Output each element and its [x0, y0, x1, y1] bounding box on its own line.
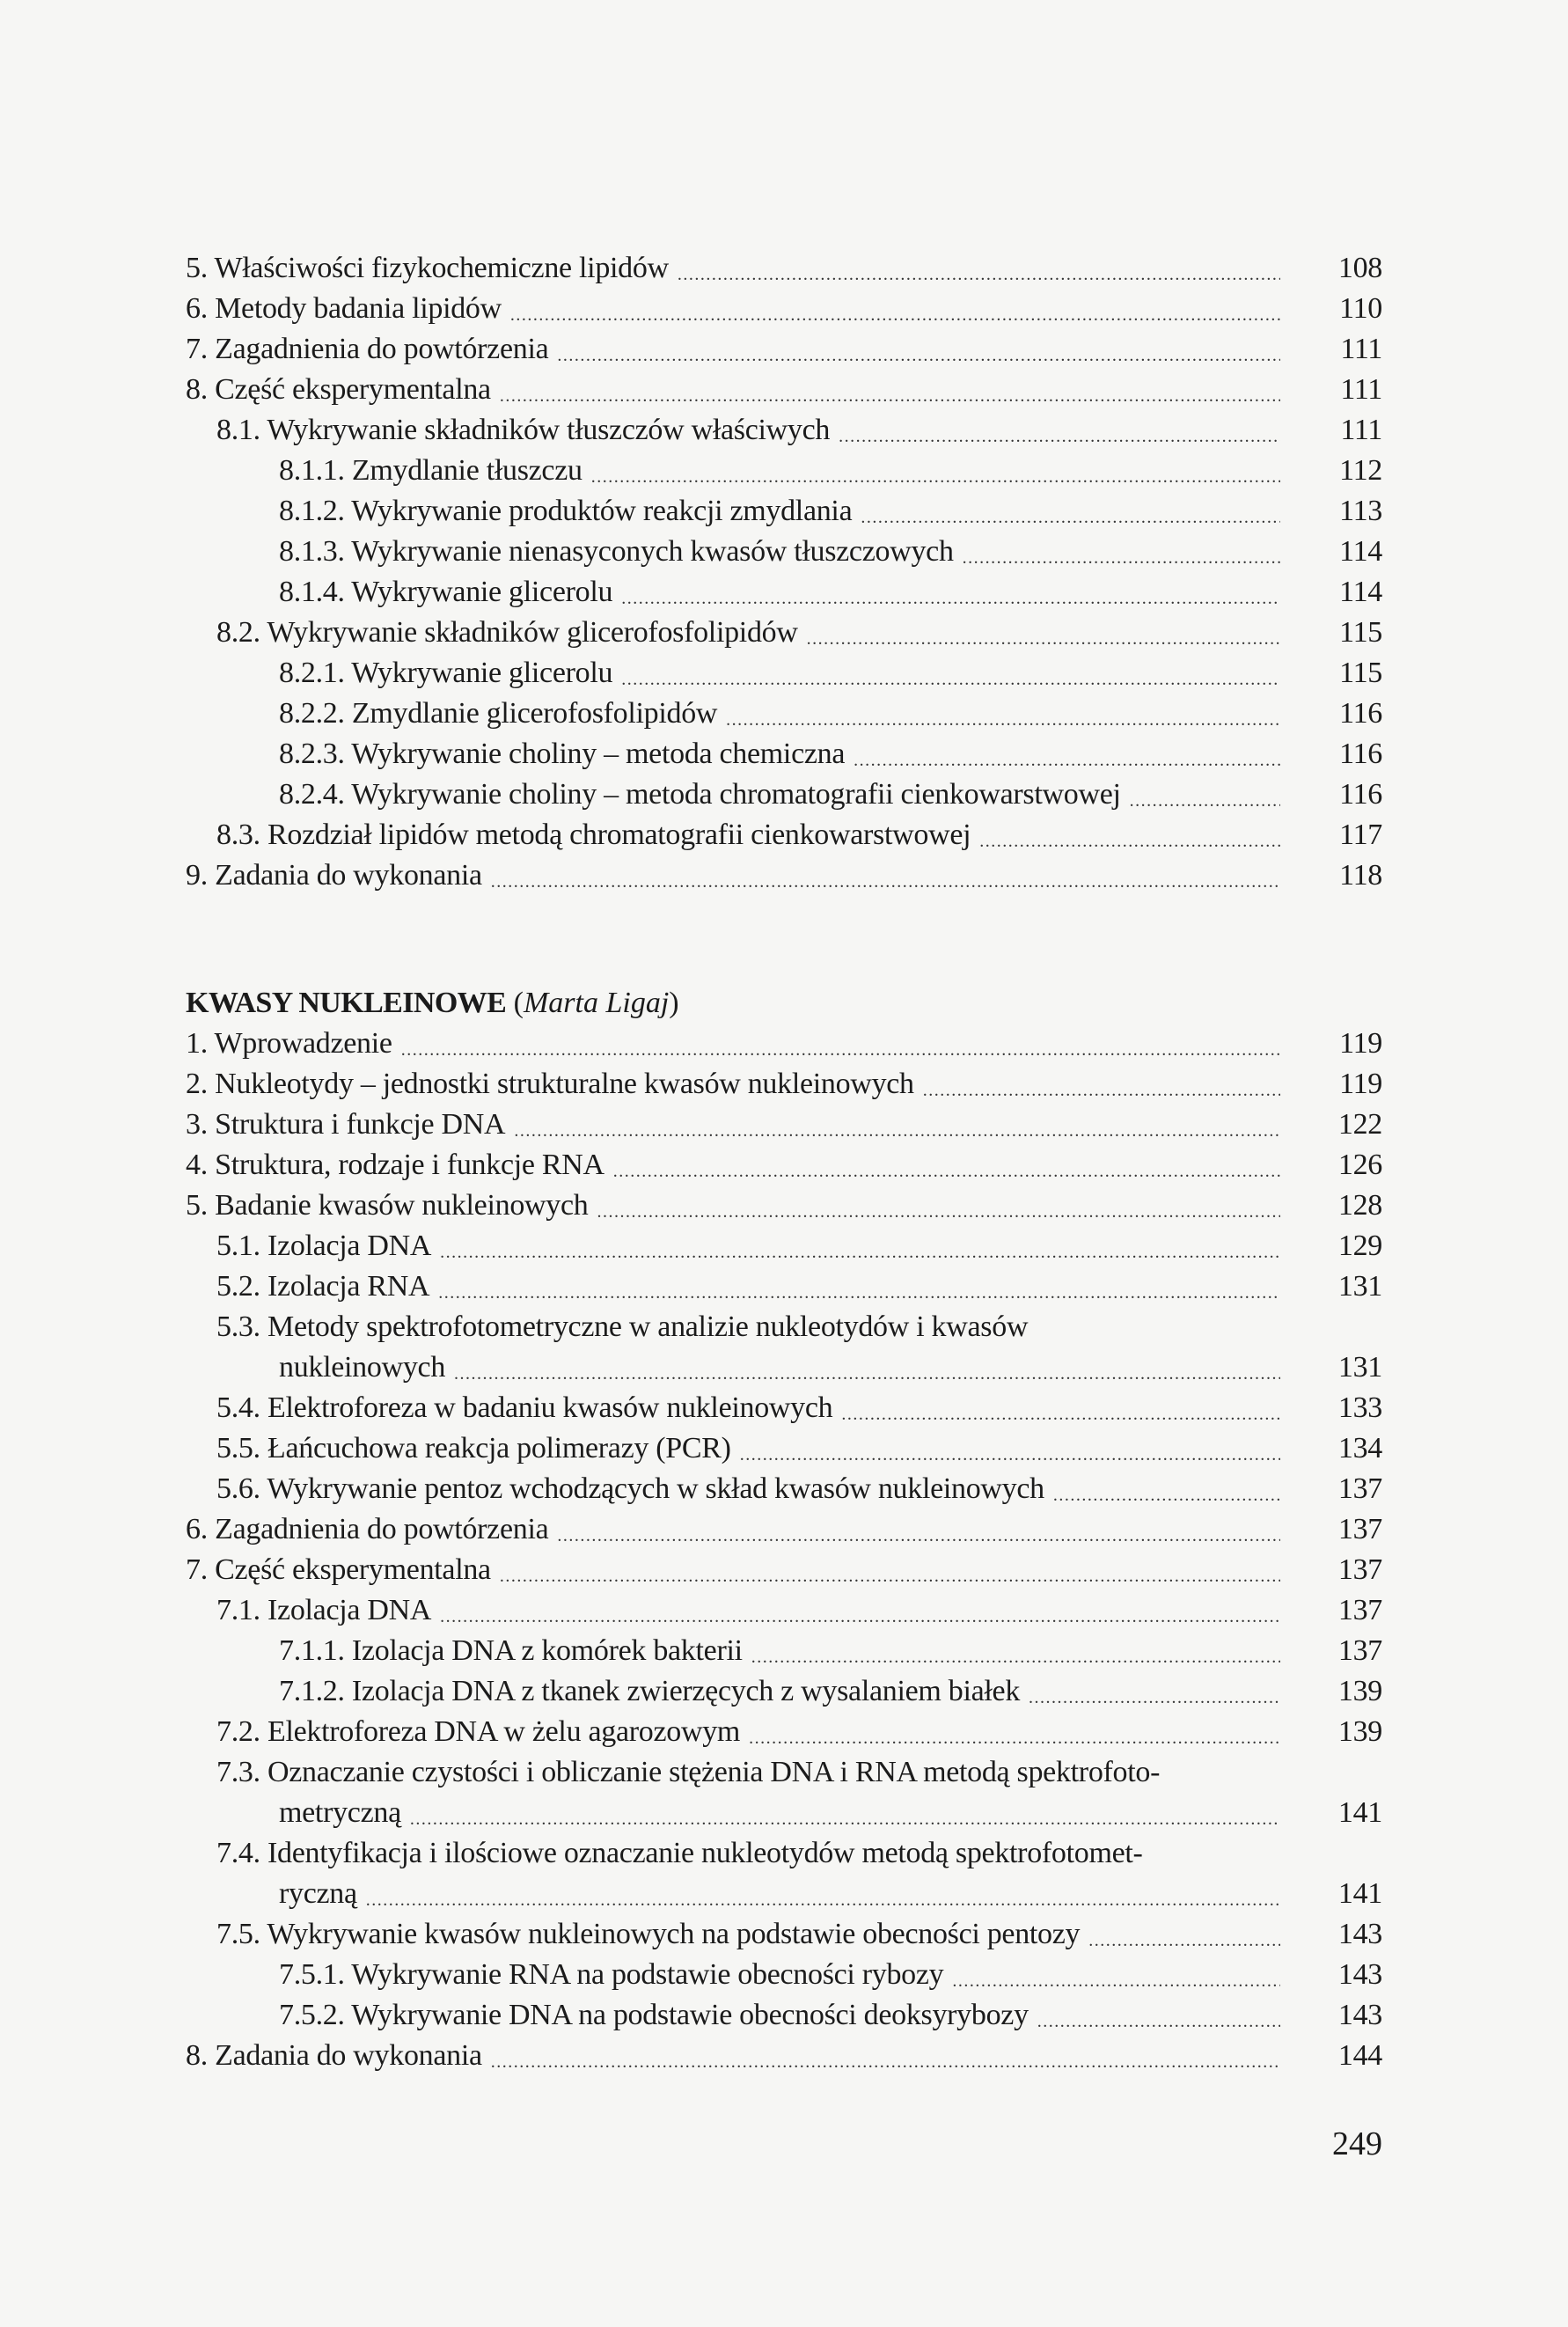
toc-entry-title: Izolacja DNA z komórek bakterii — [351, 1634, 743, 1667]
toc-entry-page: 108 — [1337, 252, 1382, 284]
toc-entry-label — [216, 1715, 740, 1749]
toc-entry-label — [279, 576, 612, 609]
dot-leader — [839, 415, 1280, 447]
dot-leader — [841, 1392, 1280, 1425]
toc-entry-label — [186, 333, 548, 366]
chapter-title: KWASY NUKLEINOWE — [186, 987, 507, 1019]
toc-entry-number: 8.1.1. — [279, 454, 345, 487]
toc-entry-title: Wykrywanie DNA na podstawie obecności deoksyrybozy — [351, 1999, 1029, 2031]
dot-leader — [597, 1190, 1280, 1222]
toc-entry[interactable] — [186, 1995, 1382, 2036]
toc-entry-line — [186, 289, 1382, 329]
toc-entry-line — [186, 855, 1382, 896]
toc-entry-label — [216, 1310, 1028, 1344]
page-number: 249 — [1332, 2125, 1382, 2162]
toc-entry-label — [279, 778, 1121, 811]
toc-entry-label — [186, 252, 669, 285]
toc-entry-number: 8. — [186, 373, 208, 406]
dot-leader — [952, 1959, 1280, 1992]
toc-entry-number: 7. — [186, 333, 208, 365]
toc-entry-title: Metody spektrofotometryczne w analizie nukleotydów i kwasów — [267, 1310, 1029, 1343]
toc-entry-label — [216, 414, 830, 447]
toc-entry-number: 8.2.2. — [279, 697, 345, 730]
toc-entry-title: Izolacja DNA — [267, 1230, 432, 1262]
dot-leader — [500, 1554, 1280, 1587]
toc-entry-label — [186, 292, 502, 326]
toc-entry[interactable] — [186, 1914, 1382, 1955]
dot-leader — [749, 1716, 1280, 1749]
toc-entry-line — [186, 1347, 1382, 1388]
toc-entry-page: 143 — [1337, 1958, 1382, 1991]
toc-entry-label — [216, 1391, 832, 1425]
dot-leader — [1029, 1676, 1280, 1708]
toc-entry-title: Wykrywanie nienasyconych kwasów tłuszczowych — [351, 535, 954, 568]
toc-entry-page: 139 — [1337, 1675, 1382, 1707]
toc-entry-number: 8.3. — [216, 818, 260, 851]
dot-leader — [740, 1433, 1280, 1465]
author-paren-close: ) — [669, 987, 679, 1019]
toc-entry-number: 5.1. — [216, 1230, 260, 1262]
dot-leader — [726, 698, 1280, 730]
toc-entry-label — [279, 657, 612, 690]
toc-entry-line — [186, 329, 1382, 370]
toc-entry-label — [279, 697, 717, 730]
toc-entry-number: 2. — [186, 1068, 208, 1100]
toc-entry-number: 5.5. — [216, 1432, 260, 1464]
toc-entry-title: Zmydlanie glicerofosfolipidów — [351, 697, 718, 730]
toc-entry[interactable] — [186, 1024, 1382, 1064]
toc-entry[interactable] — [186, 855, 1382, 896]
toc-entry-number: 5. — [186, 1189, 208, 1222]
toc-entry-line — [186, 1631, 1382, 1671]
toc-entry-line — [186, 1874, 1382, 1914]
toc-entry-line — [186, 1307, 1382, 1347]
toc-entry[interactable] — [186, 694, 1382, 734]
toc-entry[interactable] — [186, 653, 1382, 694]
chapter-author: Marta Ligaj — [523, 987, 670, 1019]
toc-entry-line — [186, 410, 1382, 451]
toc-entry-line — [186, 491, 1382, 532]
toc-entry-label — [186, 2039, 482, 2073]
toc-entry[interactable] — [186, 410, 1382, 451]
toc-entry-label — [186, 1553, 491, 1587]
dot-leader — [440, 1595, 1280, 1627]
toc-entry-page: 137 — [1337, 1513, 1382, 1545]
toc-entry-number: 5. — [186, 252, 208, 284]
toc-entry-line — [186, 613, 1382, 653]
toc-entry-page: 143 — [1337, 1999, 1382, 2031]
toc-entry[interactable] — [186, 532, 1382, 572]
toc-entry[interactable] — [186, 1590, 1382, 1631]
toc-entry-label — [216, 1837, 1143, 1870]
dot-leader — [923, 1068, 1280, 1101]
toc-entry[interactable] — [186, 491, 1382, 532]
toc-entry-title-continued: metryczną — [279, 1796, 401, 1829]
toc-entry-label — [216, 1230, 431, 1263]
toc-entry-line — [186, 653, 1382, 694]
toc-entry-title: Wykrywanie składników tłuszczów właściwych — [267, 414, 831, 446]
dot-leader — [621, 576, 1280, 609]
toc-entry-number: 7. — [186, 1553, 208, 1586]
dot-leader — [1088, 1919, 1280, 1951]
toc-entry-line — [186, 774, 1382, 815]
toc-entry-label — [186, 1513, 548, 1546]
toc-entry-label — [216, 1594, 431, 1627]
toc-entry[interactable] — [186, 1307, 1382, 1388]
toc-entry-line — [186, 1186, 1382, 1226]
toc-entry[interactable] — [186, 1428, 1382, 1469]
toc-entry-page: 111 — [1340, 333, 1382, 365]
toc-entry-line — [186, 1145, 1382, 1186]
toc-entry-number: 8.2.1. — [279, 657, 345, 689]
dot-leader — [514, 1109, 1280, 1141]
toc-entry-line — [186, 734, 1382, 774]
dot-leader — [807, 617, 1280, 650]
toc-entry-line — [186, 1550, 1382, 1590]
toc-entry[interactable] — [186, 774, 1382, 815]
toc-entry-page: 122 — [1337, 1108, 1382, 1141]
toc-entry-title: Wykrywanie składników glicerofosfolipidów — [267, 616, 798, 649]
toc-entry-page: 137 — [1337, 1594, 1382, 1626]
toc-entry-number: 9. — [186, 859, 208, 892]
toc-entry-page: 144 — [1337, 2039, 1382, 2072]
toc-entry-line — [186, 1469, 1382, 1509]
dot-leader — [854, 738, 1280, 771]
toc-entry[interactable] — [186, 289, 1382, 329]
toc-entry-number: 5.6. — [216, 1472, 260, 1505]
toc-entry-page: 111 — [1340, 414, 1382, 446]
dot-leader — [1130, 779, 1280, 811]
toc-entry[interactable] — [186, 2036, 1382, 2076]
toc-entry-page: 131 — [1337, 1270, 1382, 1303]
toc-entry-title-continued: ryczną — [279, 1877, 357, 1910]
toc-entry-number: 7.5.2. — [279, 1999, 345, 2031]
toc-entry-page: 115 — [1339, 616, 1382, 649]
dot-leader — [557, 334, 1280, 366]
toc-entry-page: 111 — [1340, 373, 1382, 406]
toc-entry-page: 113 — [1339, 495, 1382, 527]
dot-leader — [491, 2040, 1280, 2073]
toc-entry[interactable] — [186, 734, 1382, 774]
toc-entry-number: 1. — [186, 1027, 208, 1060]
toc-entry-label — [186, 1068, 914, 1101]
toc-entry[interactable] — [186, 451, 1382, 491]
toc-entry-title: Zadania do wykonania — [215, 859, 482, 892]
toc-section-nucleic-acids — [186, 983, 1382, 2076]
toc-entry[interactable] — [186, 1509, 1382, 1550]
toc-entry[interactable] — [186, 1388, 1382, 1428]
chapter-heading — [186, 983, 1382, 1024]
toc-entry-line — [186, 1428, 1382, 1469]
toc-entry-line — [186, 694, 1382, 734]
dot-leader — [613, 1149, 1280, 1182]
toc-entry-page: 117 — [1339, 818, 1382, 851]
toc-entry[interactable] — [186, 329, 1382, 370]
toc-entry-line — [186, 1105, 1382, 1145]
toc-entry-page: 137 — [1337, 1472, 1382, 1505]
dot-leader — [410, 1797, 1280, 1830]
toc-entry-title: Wykrywanie produktów reakcji zmydlania — [351, 495, 853, 527]
toc-entry-line — [186, 1024, 1382, 1064]
toc-entry-line — [186, 572, 1382, 613]
toc-entry-title: Zadania do wykonania — [215, 2039, 482, 2072]
dot-leader — [454, 1352, 1280, 1384]
dot-leader — [440, 1230, 1280, 1263]
toc-entry-number: 6. — [186, 1513, 208, 1545]
toc-entry-title: Metody badania lipidów — [215, 292, 502, 325]
toc-entry-label — [216, 1756, 1160, 1789]
toc-entry-page: 116 — [1339, 778, 1382, 811]
toc-entry-label — [186, 1108, 505, 1141]
toc-entry-page: 139 — [1337, 1715, 1382, 1748]
toc-entry-number: 7.3. — [216, 1756, 260, 1788]
toc-entry-page: 119 — [1339, 1027, 1382, 1060]
toc-entry-line — [186, 1064, 1382, 1105]
toc-entry-page: 118 — [1339, 859, 1382, 892]
toc-entry-number: 4. — [186, 1149, 208, 1181]
toc-entry-title: Wykrywanie choliny – metoda chromatografii cienkowarstwowej — [351, 778, 1121, 811]
toc-entry[interactable] — [186, 1145, 1382, 1186]
dot-leader — [751, 1635, 1280, 1668]
toc-entry-line — [186, 1955, 1382, 1995]
dot-leader — [366, 1878, 1280, 1911]
dot-leader — [510, 293, 1280, 326]
toc-entry-number: 7.1.2. — [279, 1675, 345, 1707]
toc-entry-line — [186, 1833, 1382, 1874]
toc-entry-number: 7.1.1. — [279, 1634, 345, 1667]
toc-entry[interactable] — [186, 370, 1382, 410]
toc-entry-number: 8.1.3. — [279, 535, 345, 568]
toc-entry-title: Izolacja DNA z tkanek zwierzęcych z wysalaniem białek — [351, 1675, 1021, 1707]
toc-entry-title: Zmydlanie tłuszczu — [351, 454, 583, 487]
toc-entry-label — [216, 1472, 1044, 1506]
toc-entry-title: Wprowadzenie — [214, 1027, 392, 1060]
toc-entry-line — [186, 1388, 1382, 1428]
toc-entry-title: Oznaczanie czystości i obliczanie stężenia DNA i RNA metodą spektrofoto- — [267, 1756, 1161, 1788]
toc-entry-title: Część eksperymentalna — [215, 1553, 491, 1586]
toc-entry-title: Łańcuchowa reakcja polimerazy (PCR) — [267, 1432, 731, 1464]
toc-entry-number: 6. — [186, 292, 208, 325]
toc-entry[interactable] — [186, 572, 1382, 613]
toc-entry-title: Izolacja RNA — [267, 1270, 430, 1303]
toc-entry-title: Identyfikacja i ilościowe oznaczanie nukleotydów metodą spektrofotomet- — [267, 1837, 1143, 1869]
toc-entry-label — [279, 495, 852, 528]
dot-leader — [979, 819, 1280, 852]
toc-entry-title: Wykrywanie glicerolu — [351, 657, 613, 689]
toc-entry-page: 133 — [1337, 1391, 1382, 1424]
toc-entry-label — [279, 1958, 943, 1992]
toc-entry-number: 8.1.4. — [279, 576, 345, 608]
toc-entry[interactable] — [186, 1469, 1382, 1509]
toc-entry[interactable] — [186, 613, 1382, 653]
dot-leader — [963, 536, 1280, 569]
toc-entry-page: 129 — [1337, 1230, 1382, 1262]
toc-entry[interactable] — [186, 815, 1382, 855]
toc-entry-label — [186, 1149, 604, 1182]
toc-entry[interactable] — [186, 1671, 1382, 1712]
toc-entry-title: Elektroforeza DNA w żelu agarozowym — [267, 1715, 741, 1748]
toc-entry-number: 5.4. — [216, 1391, 260, 1424]
author-paren-open: ( — [513, 987, 524, 1019]
toc-entry[interactable] — [186, 1955, 1382, 1995]
toc-entry-line — [186, 1995, 1382, 2036]
toc-entry-number: 8.2.4. — [279, 778, 345, 811]
toc-entry-label — [186, 373, 491, 407]
toc-entry-label — [279, 535, 954, 569]
toc-entry[interactable] — [186, 1550, 1382, 1590]
toc-entry-page: 143 — [1337, 1918, 1382, 1950]
toc-entry-number: 7.2. — [216, 1715, 260, 1748]
toc-entry-title: Zagadnienia do powtórzenia — [215, 1513, 549, 1545]
toc-entry-label — [216, 818, 971, 852]
toc-entry-label — [186, 859, 482, 892]
toc-entry-label — [279, 1634, 743, 1668]
toc-entry[interactable] — [186, 1186, 1382, 1226]
dot-leader — [401, 1028, 1280, 1061]
toc-entry-number: 5.3. — [216, 1310, 260, 1343]
toc-entry-page: 119 — [1339, 1068, 1382, 1100]
toc-entry-title: Wykrywanie choliny – metoda chemiczna — [351, 738, 846, 770]
toc-entry[interactable] — [186, 1226, 1382, 1266]
toc-entry-title-continued: nukleinowych — [279, 1351, 446, 1384]
toc-entry-page: 141 — [1337, 1877, 1382, 1910]
toc-entry-number: 8.2. — [216, 616, 260, 649]
toc-entry[interactable] — [186, 1833, 1382, 1914]
dot-leader — [861, 495, 1280, 528]
toc-entry-line — [186, 451, 1382, 491]
toc-entry-page: 116 — [1339, 738, 1382, 770]
toc-entry-number: 5.2. — [216, 1270, 260, 1303]
toc-entry-page: 126 — [1337, 1149, 1382, 1181]
toc-entry-line — [186, 815, 1382, 855]
toc-entry-title: Struktura, rodzaje i funkcje RNA — [215, 1149, 604, 1181]
dot-leader — [678, 253, 1280, 285]
toc-entry-number: 7.1. — [216, 1594, 260, 1626]
toc-entry-title: Rozdział lipidów metodą chromatografii cienkowarstwowej — [267, 818, 971, 851]
toc-entry-label — [186, 1027, 392, 1061]
toc-entry-page: 116 — [1339, 697, 1382, 730]
toc-entry-line — [186, 1226, 1382, 1266]
toc-entry-number: 8.2.3. — [279, 738, 345, 770]
toc-entry-page: 128 — [1337, 1189, 1382, 1222]
toc-entry-line — [186, 2036, 1382, 2076]
toc-entry-title: Badanie kwasów nukleinowych — [215, 1189, 589, 1222]
toc-entry-number: 8.1. — [216, 414, 260, 446]
toc-entry-page: 114 — [1339, 535, 1382, 568]
toc-entry-title: Struktura i funkcje DNA — [215, 1108, 506, 1141]
toc-entry-line — [186, 532, 1382, 572]
toc-entry[interactable] — [186, 248, 1382, 289]
toc-entry-number: 7.5.1. — [279, 1958, 345, 1991]
toc-entry-page: 137 — [1337, 1634, 1382, 1667]
toc-entry-label — [186, 1189, 588, 1222]
toc-entry-label — [216, 1918, 1080, 1951]
toc-entry-line — [186, 1793, 1382, 1833]
toc-entry-title: Zagadnienia do powtórzenia — [215, 333, 549, 365]
toc-entry-title: Właściwości fizykochemiczne lipidów — [214, 252, 669, 284]
toc-entry-page: 110 — [1339, 292, 1382, 325]
toc-entry-title: Wykrywanie kwasów nukleinowych na podstawie obecności pentozy — [267, 1918, 1081, 1950]
toc-entry-title: Część eksperymentalna — [215, 373, 491, 406]
toc-entry[interactable] — [186, 1266, 1382, 1307]
toc-entry-line — [186, 1266, 1382, 1307]
dot-leader — [621, 657, 1280, 690]
toc-entry-line — [186, 248, 1382, 289]
toc-entry-page: 137 — [1337, 1553, 1382, 1586]
toc-entry-number: 7.5. — [216, 1918, 260, 1950]
toc-section-lipids — [186, 248, 1382, 896]
toc-entry-label — [216, 1432, 731, 1465]
toc-entry-label — [279, 1675, 1020, 1708]
toc-entry-number: 7.4. — [216, 1837, 260, 1869]
toc-entry-line — [186, 1509, 1382, 1550]
toc-entry[interactable] — [186, 1712, 1382, 1752]
dot-leader — [557, 1514, 1280, 1546]
toc-entry-page: 112 — [1339, 454, 1382, 487]
toc-entry-label — [279, 738, 845, 771]
toc-entry-page: 141 — [1337, 1796, 1382, 1829]
toc-entry-line — [186, 370, 1382, 410]
toc-entry-number: 8. — [186, 2039, 208, 2072]
toc-entry-title: Wykrywanie RNA na podstawie obecności rybozy — [351, 1958, 944, 1991]
toc-entry[interactable] — [186, 1752, 1382, 1833]
dot-leader — [591, 455, 1280, 488]
toc-entry-number: 3. — [186, 1108, 208, 1141]
toc-entry-page: 131 — [1337, 1351, 1382, 1384]
toc-entry-title: Wykrywanie pentoz wchodzących w skład kwasów nukleinowych — [267, 1472, 1044, 1505]
toc-entry-label — [279, 1999, 1029, 2032]
dot-leader — [500, 374, 1280, 407]
toc-entry-title: Wykrywanie glicerolu — [351, 576, 613, 608]
toc-entry-label — [279, 454, 583, 488]
toc-entry-line — [186, 1712, 1382, 1752]
toc-entry-page: 134 — [1337, 1432, 1382, 1464]
toc-entry-line — [186, 1914, 1382, 1955]
toc-entry-title: Izolacja DNA — [267, 1594, 432, 1626]
toc-entry-number: 8.1.2. — [279, 495, 345, 527]
toc-entry[interactable] — [186, 1631, 1382, 1671]
toc-entry-label — [216, 616, 798, 650]
toc-entry-line — [186, 1752, 1382, 1793]
toc-entry[interactable] — [186, 1064, 1382, 1105]
toc-entry-title: Nukleotydy – jednostki strukturalne kwasów nukleinowych — [215, 1068, 914, 1100]
dot-leader — [1037, 2000, 1280, 2032]
toc-entry-page: 115 — [1339, 657, 1382, 689]
dot-leader — [491, 860, 1280, 892]
toc-entry-page: 114 — [1339, 576, 1382, 608]
toc-entry-line — [186, 1590, 1382, 1631]
toc-entry[interactable] — [186, 1105, 1382, 1145]
toc-entry-line — [186, 1671, 1382, 1712]
toc-entry-title: Elektroforeza w badaniu kwasów nukleinowych — [267, 1391, 833, 1424]
dot-leader — [438, 1271, 1280, 1303]
toc-entry-label — [216, 1270, 429, 1303]
dot-leader — [1053, 1473, 1280, 1506]
